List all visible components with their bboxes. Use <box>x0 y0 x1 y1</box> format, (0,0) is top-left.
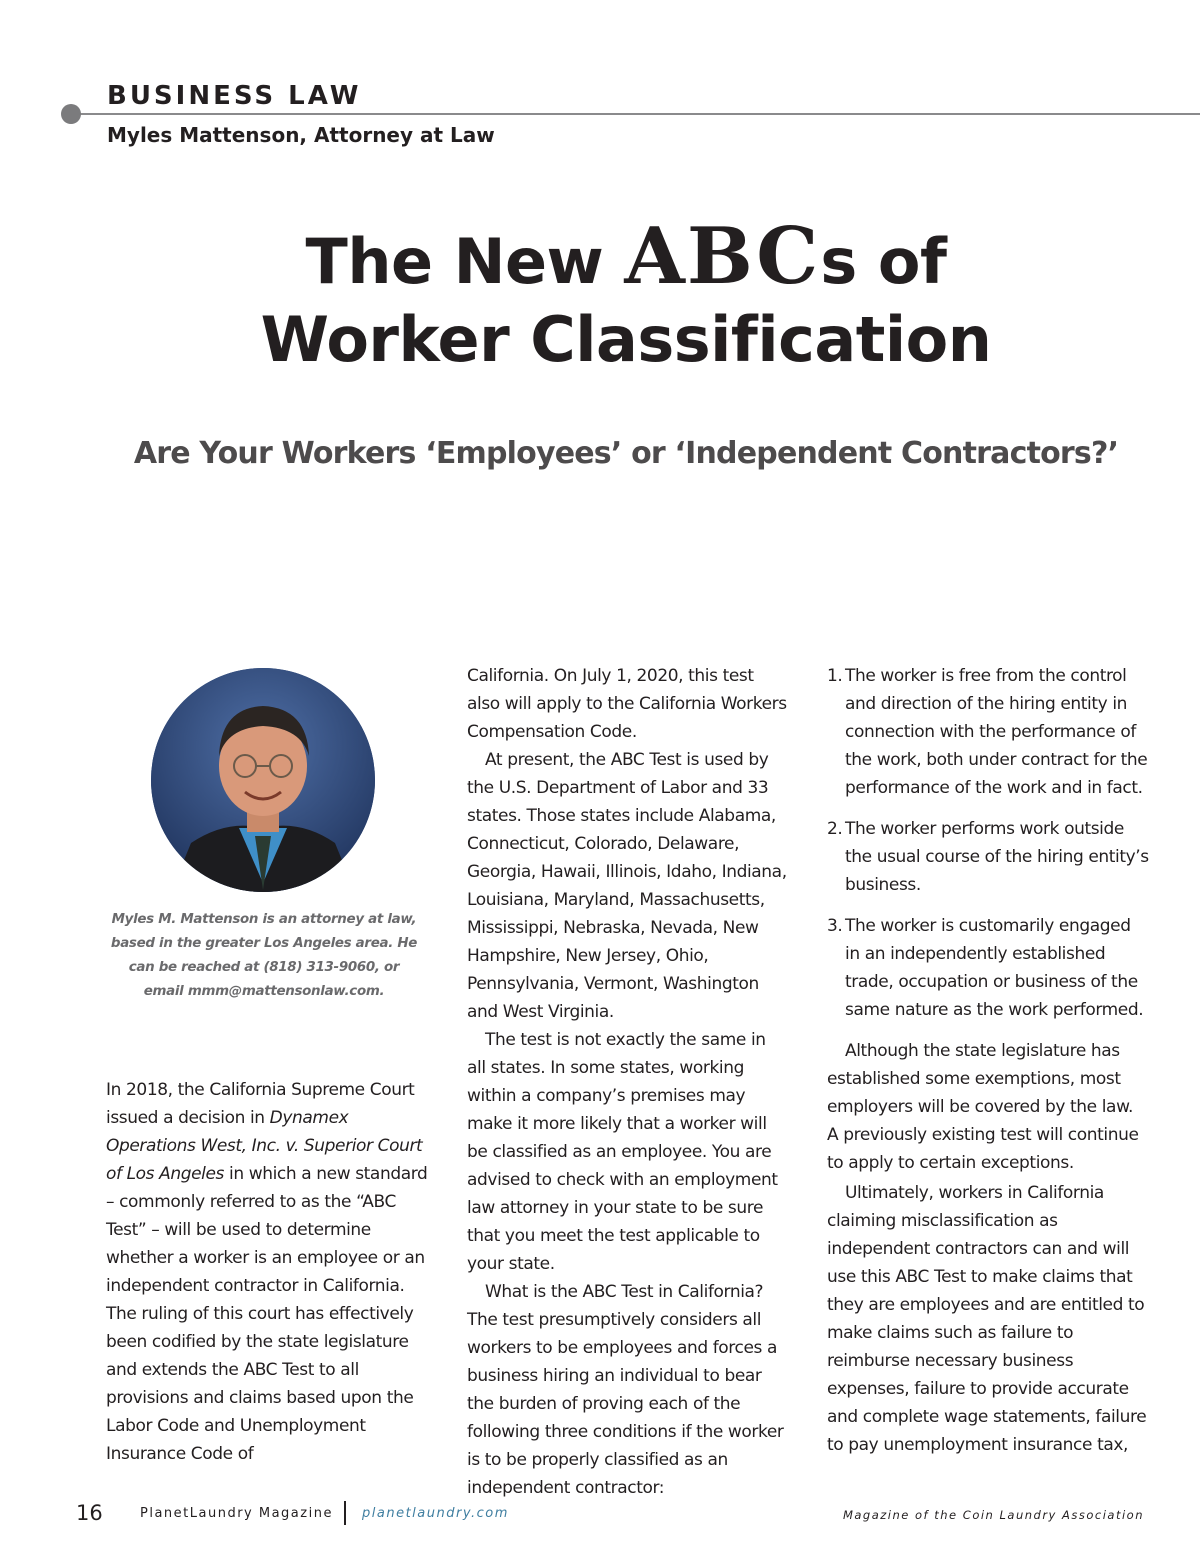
col2-paragraph-3: The test is not exactly the same in all states. In some states, working within a company’s premises may make it more likely that a worker will be classified as an employee. You are advised to check with an employment law attorney in your state to be sure that you meet the test applicable to your state. <box>467 1030 778 1274</box>
conditions-list <box>827 662 1149 1024</box>
header-rule-dot <box>61 104 81 124</box>
header-rule <box>72 113 1200 115</box>
list-item <box>827 815 1149 899</box>
page-number: 16 <box>76 1501 103 1525</box>
list-item <box>827 662 1149 802</box>
list-number: 2. <box>827 819 843 839</box>
list-text: The worker performs work outside the usual course of the hiring entity’s business. <box>845 819 1149 895</box>
page-footer <box>0 1500 1200 1530</box>
col1-text-a: In 2018, the California Supreme Court issued a decision in <box>106 1080 415 1128</box>
author-caption: Myles M. Mattenson is an attorney at law, based in the greater Los Angeles area. He can be reached at (818) 313-9060, or email mmm@mattensonlaw.com. <box>110 912 418 999</box>
title-line2: Worker Classification <box>260 303 992 376</box>
list-number: 3. <box>827 916 843 936</box>
author-portrait-icon <box>151 668 375 892</box>
title-abc: ABC <box>624 211 821 302</box>
footer-divider <box>344 1501 346 1525</box>
website-link[interactable]: planetlaundry.com <box>362 1506 509 1521</box>
col2-paragraph-1: California. On July 1, 2020, this test also will apply to the California Workers Compensation Code. <box>467 666 787 742</box>
byline: Myles Mattenson, Attorney at Law <box>107 123 495 147</box>
column-1 <box>106 1076 428 1468</box>
list-text: The worker is customarily engaged in an independently established trade, occupation or business of the same nature as the work performed. <box>845 916 1144 1020</box>
article-title <box>0 211 1200 379</box>
title-line1-before: The New <box>305 225 625 298</box>
association-tagline: Magazine of the Coin Laundry Association <box>842 1508 1144 1522</box>
column-3 <box>827 662 1149 1459</box>
col1-text-b: in which a new standard – commonly referred to as the “ABC Test” – will be used to determine whether a worker is an employee or an independent contractor in California. The ruling of this court has effectively been codified by the state legislature and extends the ABC Test to all provisions and claims based upon the Labor Code and Unemployment Insurance Code of <box>106 1164 428 1464</box>
title-line1-after: s of <box>820 225 947 298</box>
col2-paragraph-4: What is the ABC Test in California? The test presumptively considers all workers to be employees and forces a business hiring an individual to bear the burden of proving each of the following three conditions if the worker is to be properly classified as an independent contractor: <box>467 1282 784 1498</box>
col3-paragraph-2: Ultimately, workers in California claiming misclassification as independent contractors can and will use this ABC Test to make claims that they are employees and are entitled to make claims such as failure to reimburse necessary business expenses, failure to provide accurate and complete wage statements, failure to pay unemployment insurance tax, <box>827 1183 1147 1455</box>
col3-paragraph-1: Although the state legislature has established some exemptions, most employers will be covered by the law. A previously existing test will continue to apply to certain exceptions. <box>827 1041 1139 1173</box>
column-2 <box>467 662 789 1502</box>
case-name: Dynamex Operations West, Inc. v. Superior Court of Los Angeles <box>106 1108 423 1184</box>
article-subtitle: Are Your Workers ‘Employees’ or ‘Independent Contractors?’ <box>133 436 1119 471</box>
col2-paragraph-2: At present, the ABC Test is used by the U.S. Department of Labor and 33 states. Those states include Alabama, Connecticut, Colorado, Delaware, Georgia, Hawaii, Illinois, Idaho, Indiana, Louisiana, Maryland, Massachusetts, Mississippi, Nebraska, Nevada, New Hampshire, New Jersey, Ohio, Pennsylvania, Vermont, Washington and West Virginia. <box>467 750 787 1022</box>
author-photo <box>151 668 375 892</box>
list-text: The worker is free from the control and direction of the hiring entity in connection with the performance of the work, both under contract for the performance of the work and in fact. <box>845 666 1148 798</box>
magazine-name: PlanetLaundry Magazine <box>140 1506 333 1521</box>
section-label: BUSINESS LAW <box>107 81 362 111</box>
list-number: 1. <box>827 666 843 686</box>
list-item <box>827 912 1149 1024</box>
col1-paragraph <box>106 1076 428 1468</box>
